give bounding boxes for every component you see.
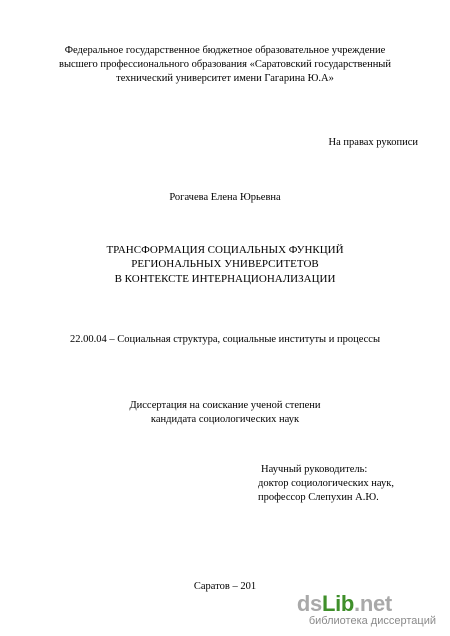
supervisor-block bbox=[258, 463, 394, 505]
specialty-code: 22.00.04 – Социальная структура, социальные институты и процессы bbox=[69, 334, 381, 345]
logo-ds: ds bbox=[296, 591, 322, 616]
author-name: Рогачева Елена Юрьевна bbox=[169, 192, 281, 203]
institution-line-1: Федеральное государственное бюджетное образовательное учреждение bbox=[64, 45, 386, 56]
institution-line-3: технический университет имени Гагарина Ю.А» bbox=[116, 73, 334, 84]
dissertation-title bbox=[0, 243, 450, 286]
dslib-logo bbox=[297, 593, 436, 615]
degree-block bbox=[0, 399, 450, 427]
degree-line-2: кандидата социологических наук bbox=[150, 414, 300, 425]
supervisor-label: Научный руководитель: bbox=[261, 464, 368, 475]
institution-block bbox=[0, 44, 450, 86]
city-year: Саратов – 201 bbox=[193, 581, 257, 592]
dslib-watermark bbox=[297, 593, 436, 628]
supervisor-name: профессор Слепухин А.Ю. bbox=[258, 492, 379, 503]
logo-net: .net bbox=[354, 591, 392, 616]
rights-note: На правах рукописи bbox=[328, 137, 418, 148]
degree-line-1: Диссертация на соискание ученой степени bbox=[129, 400, 321, 411]
supervisor-degree: доктор социологических наук, bbox=[258, 478, 394, 489]
title-line-2: РЕГИОНАЛЬНЫХ УНИВЕРСИТЕТОВ bbox=[131, 258, 319, 271]
title-line-3: В КОНТЕКСТЕ ИНТЕРНАЦИОНАЛИЗАЦИИ bbox=[114, 272, 336, 285]
title-line-1: ТРАНСФОРМАЦИЯ СОЦИАЛЬНЫХ ФУНКЦИЙ bbox=[106, 244, 344, 256]
institution-line-2: высшего профессионального образования «Саратовский государственный bbox=[59, 59, 391, 70]
watermark-subtitle: библиотека диссертаций bbox=[308, 615, 436, 627]
logo-lib: Lib bbox=[321, 591, 355, 616]
